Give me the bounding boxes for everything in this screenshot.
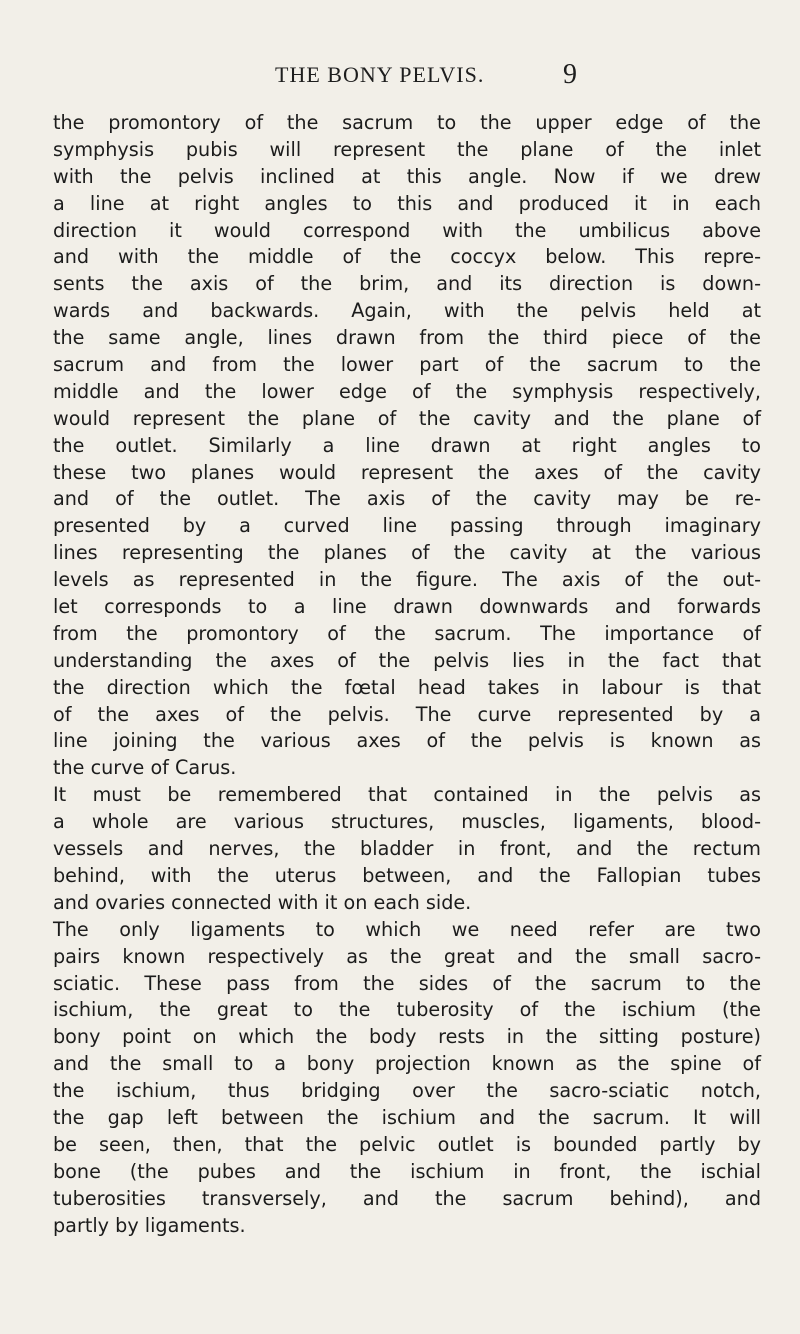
page-number: 9 [563,59,577,90]
text-line: these two planes would represent the axes of the cavity [53,460,761,484]
text-line: ischium, the great to the tuberosity of the ischium (the [53,998,761,1022]
text-line: understanding the axes of the pelvis lies in the fact that [53,648,761,672]
text-line: The only ligaments to which we need refer are two [53,917,761,941]
text-line: partly by ligaments. [53,1213,246,1237]
text-line: It must be remembered that contained in the pelvis as [53,783,761,807]
paragraph-pelvic-contents [53,782,761,916]
text-line: a line at right angles to this and produced it in each [53,191,761,215]
text-line: the curve of Carus. [53,756,237,780]
text-line: from the promontory of the sacrum. The importance of [53,621,761,645]
text-line: sacrum and from the lower part of the sacrum to the [53,353,761,377]
text-line: the same angle, lines drawn from the third piece of the [53,326,761,350]
text-line: tuberosities transversely, and the sacrum behind), and [53,1186,761,1210]
text-line: wards and backwards. Again, with the pelvis held at [53,299,761,323]
body-text [53,110,761,1239]
text-line: pairs known respectively as the great and the small sacro- [53,944,761,968]
text-line: the gap left between the ischium and the sacrum. It will [53,1105,761,1129]
text-line: the promontory of the sacrum to the upper edge of the [53,111,761,134]
text-line: bone (the pubes and the ischium in front, the ischial [53,1159,761,1183]
text-line: sciatic. These pass from the sides of the sacrum to the [53,971,761,995]
text-line: middle and the lower edge of the symphysis respectively, [53,379,761,403]
text-line: the direction which the fœtal head takes in labour is that [53,675,761,699]
text-line: let corresponds to a line drawn downwards and forwards [53,595,761,619]
text-line: the outlet. Similarly a line drawn at right angles to [53,433,761,457]
text-line: be seen, then, that the pelvic outlet is bounded partly by [53,1132,761,1156]
text-line: the ischium, thus bridging over the sacro-sciatic notch, [53,1079,761,1103]
text-line: and the small to a bony projection known as the spine of [53,1052,761,1076]
text-line: bony point on which the body rests in the sitting posture) [53,1025,761,1049]
text-line: presented by a curved line passing through imaginary [53,514,761,538]
text-line: behind, with the uterus between, and the Fallopian tubes [53,863,761,887]
text-line: symphysis pubis will represent the plane of the inlet [53,137,761,161]
running-title: THE BONY PELVIS. [275,62,485,87]
paragraph-ligaments [53,917,761,1240]
text-line: a whole are various structures, muscles, ligaments, blood- [53,810,761,834]
text-line: lines representing the planes of the cavity at the various [53,541,761,565]
text-line: sents the axis of the brim, and its direction is down- [53,272,761,296]
text-line: levels as represented in the figure. The axis of the out- [53,568,761,592]
paragraph-axes-of-pelvis [53,110,761,782]
text-line: and ovaries connected with it on each side. [53,890,472,914]
text-line: and with the middle of the coccyx below. This repre- [53,245,761,269]
running-head [0,59,800,102]
text-line: and of the outlet. The axis of the cavity may be re- [53,487,761,511]
text-line: line joining the various axes of the pelvis is known as [53,729,761,753]
text-line: of the axes of the pelvis. The curve represented by a [53,702,761,726]
text-line: would represent the plane of the cavity and the plane of [53,406,761,430]
text-line: vessels and nerves, the bladder in front, and the rectum [53,837,761,861]
text-line: direction it would correspond with the umbilicus above [53,218,761,242]
text-line: with the pelvis inclined at this angle. Now if we drew [53,164,761,188]
